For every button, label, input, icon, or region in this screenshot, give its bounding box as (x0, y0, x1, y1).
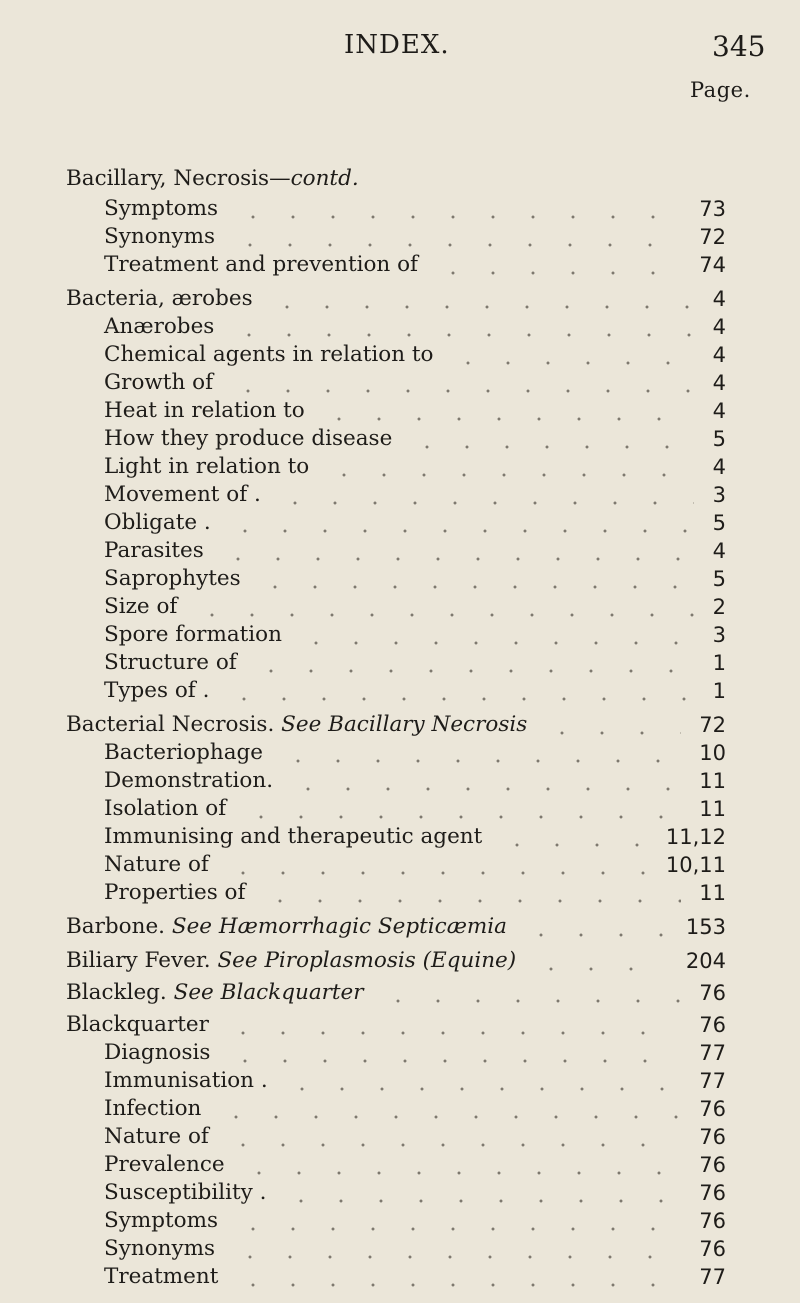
entry-text: Synonyms (104, 224, 216, 249)
index-entry (0, 342, 800, 368)
entry-text: Nature of (104, 1124, 209, 1149)
page-number: 345 (712, 30, 766, 63)
entry-label (104, 224, 215, 250)
entry-page-reference: 76 (699, 1097, 726, 1121)
entry-page-reference: 153 (685, 915, 726, 939)
page-column-heading: Page. (690, 78, 751, 102)
entry-label (104, 622, 282, 648)
entry-page-reference: 2 (712, 595, 726, 619)
entry-label (66, 948, 516, 974)
entry-label (104, 538, 204, 564)
entry-page-reference: 4 (712, 287, 726, 311)
entry-label (104, 510, 211, 536)
index-entry (0, 796, 800, 822)
entry-page-reference: 11 (699, 769, 726, 793)
entry-page-reference: 76 (699, 981, 726, 1005)
dot-leader (216, 1096, 681, 1122)
entry-label (104, 566, 241, 592)
dot-leader (223, 852, 647, 878)
entry-cross-reference: Bacillary Necrosis (328, 712, 528, 737)
entry-cross-reference: Blackquarter (220, 980, 364, 1005)
index-entry (0, 948, 800, 974)
entry-text: Treatment (104, 1264, 219, 1289)
entry-text: Symptoms (104, 196, 219, 221)
entry-text: Symptoms (104, 1208, 219, 1233)
entry-page-reference: 76 (699, 1125, 726, 1149)
entry-text: Barbone. (66, 914, 166, 939)
entry-italic-text: contd. (290, 166, 359, 191)
dot-leader (230, 224, 681, 250)
dot-leader (521, 914, 667, 940)
entry-label (104, 852, 209, 878)
entry-text: Spore formation (104, 622, 282, 647)
entry-text: Isolation of (104, 796, 227, 821)
dot-leader (233, 1264, 681, 1290)
entry-italic-text: See (281, 712, 322, 737)
dot-leader (531, 948, 667, 974)
entry-page-reference: 11,12 (665, 825, 726, 849)
dot-leader (223, 1124, 681, 1150)
entry-text: Bacteriophage (104, 740, 264, 765)
entry-text: Blackquarter (66, 1012, 209, 1037)
index-entry (0, 166, 800, 192)
entry-text: Prevalence (104, 1152, 225, 1177)
dot-leader (542, 712, 681, 738)
index-entry (0, 454, 800, 480)
index-entry (0, 538, 800, 564)
entry-label (104, 196, 218, 222)
index-entry (0, 398, 800, 424)
index-entry (0, 1264, 800, 1290)
entry-label (104, 678, 209, 704)
index-entry (0, 314, 800, 340)
entry-page-reference: 11 (699, 881, 726, 905)
entry-page-reference: 77 (699, 1265, 726, 1289)
dot-leader (282, 1068, 681, 1094)
index-entry (0, 594, 800, 620)
index-entry (0, 740, 800, 766)
dot-leader (225, 510, 694, 536)
entry-label (104, 1208, 218, 1234)
entry-label (104, 1040, 210, 1066)
entry-text: Demonstration. (104, 768, 274, 793)
entry-page-reference: 72 (699, 713, 726, 737)
entry-text: Saprophytes (104, 566, 241, 591)
entry-label (104, 594, 177, 620)
index-entry (0, 482, 800, 508)
entry-text: Types of . (104, 678, 210, 703)
entry-label (104, 454, 309, 480)
entry-page-reference: 77 (699, 1041, 726, 1065)
entry-page-reference: 1 (712, 651, 726, 675)
entry-text: Growth of (104, 370, 214, 395)
entry-page-reference: 5 (712, 567, 726, 591)
index-entry (0, 1096, 800, 1122)
entry-label (104, 1124, 209, 1150)
index-entry (0, 370, 800, 396)
entry-text: Immunisation . (104, 1068, 268, 1093)
entry-text: Biliary Fever. (66, 948, 211, 973)
entry-label (104, 314, 214, 340)
entry-page-reference: 76 (699, 1237, 726, 1261)
index-entry (0, 650, 800, 676)
entry-label (104, 1180, 267, 1206)
dot-leader (233, 196, 681, 222)
entry-page-reference: 4 (712, 455, 726, 479)
entry-text: Bacillary, Necrosis— (66, 166, 291, 191)
dot-leader (497, 824, 647, 850)
entry-text: Bacteria, ærobes (66, 286, 253, 311)
index-entry (0, 880, 800, 906)
index-entry (0, 712, 800, 738)
entry-label (104, 426, 392, 452)
entry-text: Light in relation to (104, 454, 310, 479)
entry-label (104, 370, 213, 396)
entry-page-reference: 74 (699, 253, 726, 277)
dot-leader (241, 796, 681, 822)
dot-leader (251, 650, 694, 676)
entry-text: Nature of (104, 852, 209, 877)
entry-text: Movement of . (104, 482, 261, 507)
entry-page-reference: 73 (699, 197, 726, 221)
entry-page-reference: 4 (712, 315, 726, 339)
entry-page-reference: 77 (699, 1069, 726, 1093)
dot-leader (281, 1180, 681, 1206)
entry-page-reference: 10 (699, 741, 726, 765)
dot-leader (407, 426, 694, 452)
index-entry (0, 1124, 800, 1150)
dot-leader (233, 1208, 681, 1234)
dot-leader (324, 454, 694, 480)
dot-leader (275, 482, 694, 508)
index-entry (0, 426, 800, 452)
entry-text: Synonyms (104, 1236, 216, 1261)
entry-page-reference: 76 (699, 1181, 726, 1205)
entry-text: Anærobes (104, 314, 215, 339)
dot-leader (296, 622, 694, 648)
entry-label (104, 398, 305, 424)
dot-leader (218, 538, 694, 564)
entry-page-reference: 72 (699, 225, 726, 249)
entry-label (66, 286, 253, 312)
entry-label (104, 1236, 215, 1262)
entry-label (104, 768, 273, 794)
entry-text: Susceptibility . (104, 1180, 267, 1205)
index-entry (0, 1040, 800, 1066)
entry-text: Chemical agents in relation to (104, 342, 434, 367)
dot-leader (378, 980, 681, 1006)
entry-cross-reference: Piroplasmosis (Equine) (264, 948, 517, 973)
index-entry (0, 286, 800, 312)
entry-text: Diagnosis (104, 1040, 211, 1065)
index-entry (0, 914, 800, 940)
entry-page-reference: 10,11 (665, 853, 726, 877)
entry-text: Blackleg. (66, 980, 167, 1005)
entry-text: Obligate . (104, 510, 211, 535)
entry-page-reference: 3 (712, 483, 726, 507)
dot-leader (448, 342, 694, 368)
index-entry (0, 824, 800, 850)
index-entry (0, 678, 800, 704)
entry-label (104, 342, 434, 368)
index-entry (0, 252, 800, 278)
entry-label (104, 482, 261, 508)
index-entry (0, 1208, 800, 1234)
index-entry (0, 1180, 800, 1206)
entry-label (104, 824, 482, 850)
entry-label (104, 796, 226, 822)
entry-label (104, 252, 418, 278)
entry-label (104, 650, 237, 676)
entry-page-reference: 4 (712, 399, 726, 423)
entry-label (104, 1096, 201, 1122)
entry-text: Size of (104, 594, 178, 619)
dot-leader (223, 1012, 681, 1038)
index-entry (0, 1068, 800, 1094)
entry-page-reference: 4 (712, 539, 726, 563)
entry-label (66, 1012, 209, 1038)
entry-text: Structure of (104, 650, 237, 675)
entry-page-reference: 5 (712, 511, 726, 535)
entry-page-reference: 11 (699, 797, 726, 821)
entry-text: How they produce disease (104, 426, 393, 451)
entry-text: Heat in relation to (104, 398, 305, 423)
index-entry (0, 224, 800, 250)
entry-page-reference: 76 (699, 1209, 726, 1233)
entry-page-reference: 4 (712, 371, 726, 395)
dot-leader (239, 1152, 681, 1178)
index-entry (0, 196, 800, 222)
entry-text: Bacterial Necrosis. (66, 712, 275, 737)
index-entry (0, 768, 800, 794)
index-entry (0, 852, 800, 878)
entry-italic-text: See (171, 914, 213, 939)
entry-label (66, 980, 364, 1006)
entry-label (66, 166, 359, 192)
dot-leader (192, 594, 694, 620)
dot-leader (228, 370, 694, 396)
entry-label (104, 1068, 268, 1094)
entry-text: Immunising and therapeutic agent (104, 824, 483, 849)
dot-leader (433, 252, 681, 278)
entry-label (104, 1152, 225, 1178)
entry-page-reference: 3 (712, 623, 726, 647)
page-title: INDEX. (344, 30, 450, 60)
dot-leader (224, 678, 694, 704)
entry-page-reference: 1 (712, 679, 726, 703)
entry-label (104, 880, 245, 906)
dot-leader (255, 566, 694, 592)
entry-italic-text: See (173, 980, 214, 1005)
dot-leader (230, 1236, 681, 1262)
entry-page-reference: 76 (699, 1013, 726, 1037)
entry-text: Infection (104, 1096, 202, 1121)
dot-leader (288, 768, 681, 794)
entry-text: Properties of (104, 880, 246, 905)
dot-leader (260, 880, 681, 906)
entry-label (66, 914, 507, 940)
index-entry (0, 980, 800, 1006)
index-entry (0, 566, 800, 592)
index-entry (0, 1152, 800, 1178)
index-entry (0, 1012, 800, 1038)
dot-leader (278, 740, 681, 766)
entry-page-reference: 204 (685, 949, 726, 973)
dot-leader (319, 398, 694, 424)
entry-cross-reference: Hæmorrhagic Septicæmia (218, 914, 507, 939)
entry-page-reference: 5 (712, 427, 726, 451)
entry-text: Treatment and prevention of (104, 252, 419, 277)
entry-page-reference: 4 (712, 343, 726, 367)
dot-leader (225, 1040, 681, 1066)
entry-italic-text: See (217, 948, 258, 973)
index-entry (0, 510, 800, 536)
index-entry (0, 622, 800, 648)
entry-text: Parasites (104, 538, 204, 563)
dot-leader (267, 286, 694, 312)
index-entry (0, 1236, 800, 1262)
entry-page-reference: 76 (699, 1153, 726, 1177)
entry-label (66, 712, 527, 738)
dot-leader (229, 314, 694, 340)
entry-label (104, 740, 263, 766)
entry-label (104, 1264, 218, 1290)
